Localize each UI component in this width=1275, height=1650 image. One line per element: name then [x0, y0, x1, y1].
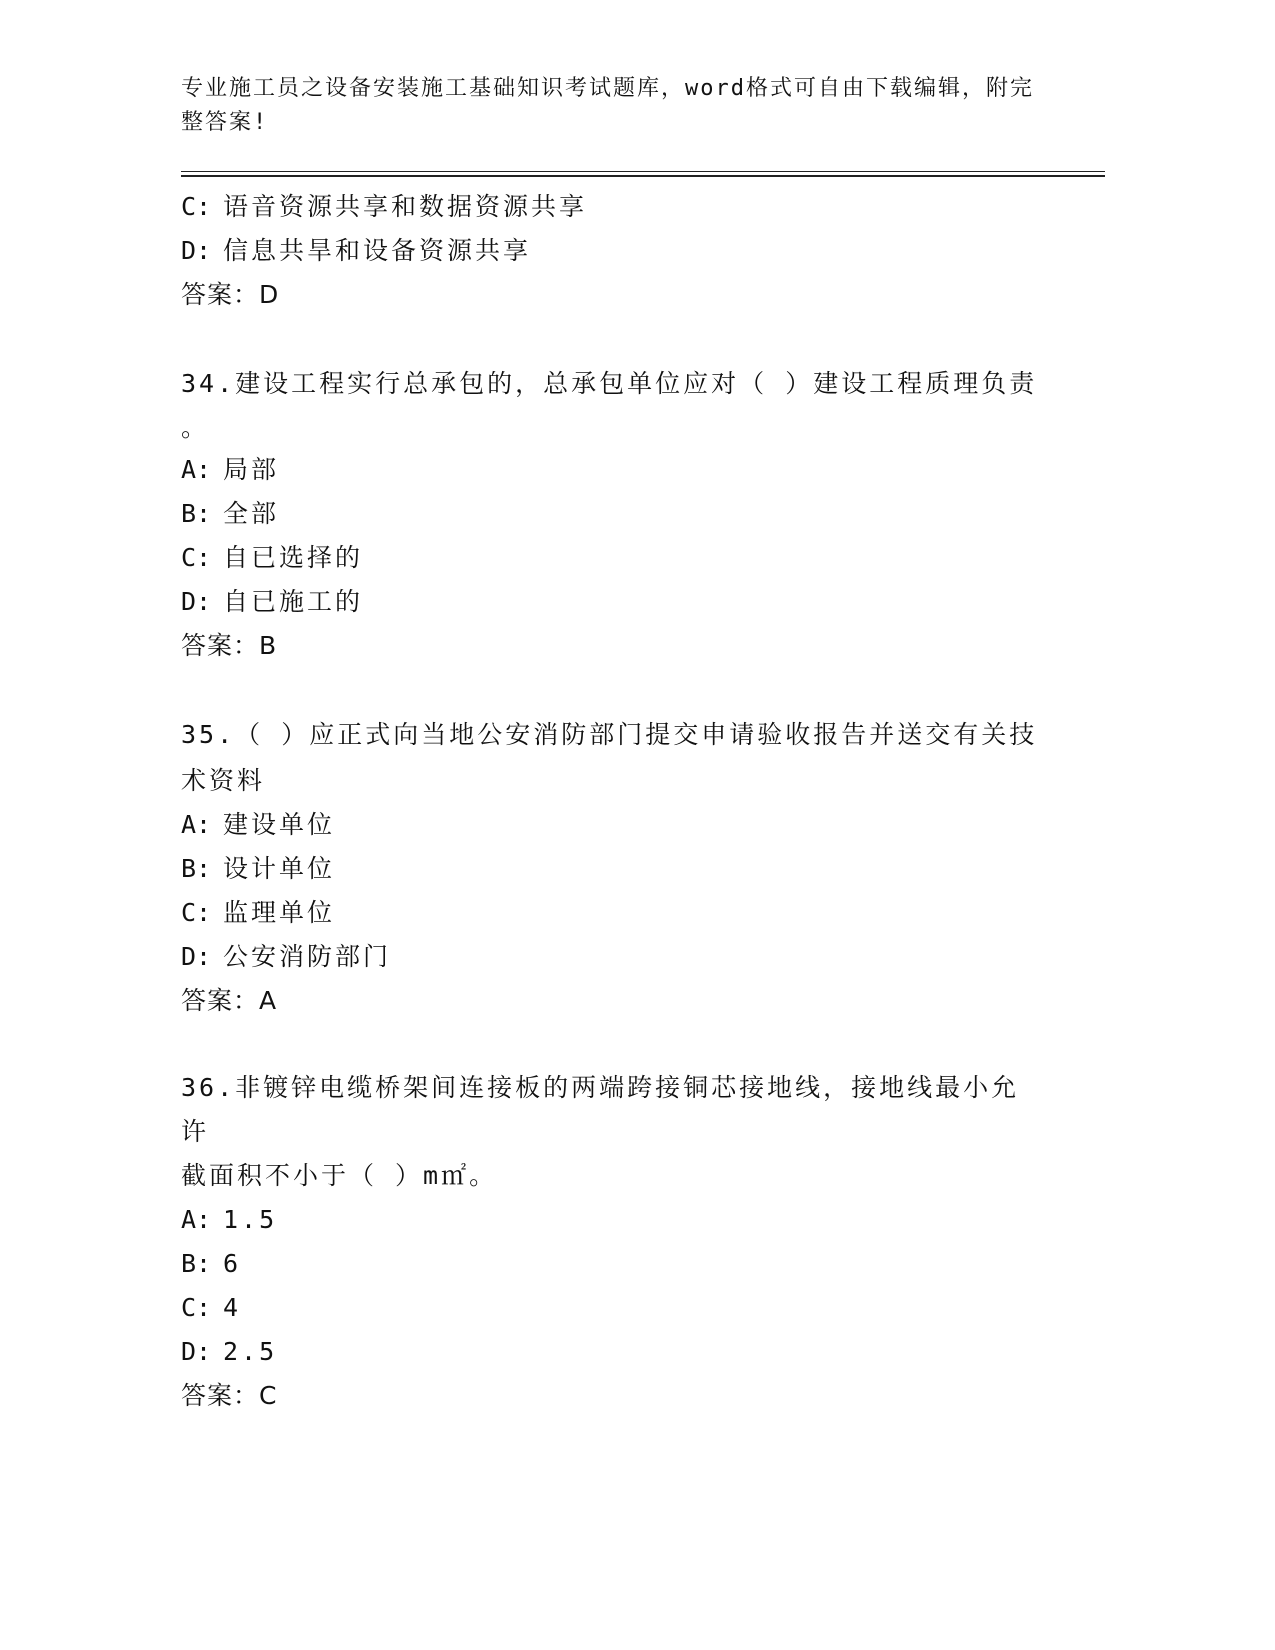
- option-d: [181, 229, 1081, 273]
- option-text: 4: [223, 1293, 242, 1322]
- option-b: [181, 492, 1081, 536]
- option-key: C:: [181, 543, 212, 572]
- option-text: 局部: [223, 455, 280, 484]
- option-key: A:: [181, 455, 212, 484]
- option-text: 监理单位: [223, 898, 336, 927]
- question-34: [181, 360, 1081, 668]
- option-c: [181, 536, 1081, 580]
- option-text: 公安消防部门: [223, 942, 392, 971]
- option-key: C:: [181, 192, 212, 221]
- option-d: [181, 935, 1081, 979]
- option-text: 自已施工的: [223, 587, 364, 616]
- option-key: A:: [181, 810, 212, 839]
- header-divider-thick: [181, 175, 1105, 177]
- header-title-line1: 专业施工员之设备安装施工基础知识考试题库，word格式可自由下载编辑，附完: [181, 76, 1034, 101]
- option-c: [181, 1286, 1081, 1330]
- question-35: [181, 711, 1081, 1023]
- question-text: 34.建设工程实行总承包的，总承包单位应对（ ）建设工程质理负责: [181, 369, 1038, 398]
- option-key: B:: [181, 499, 212, 528]
- question-text-continued: 。: [181, 413, 210, 442]
- option-key: D:: [181, 587, 212, 616]
- option-text: 建设单位: [223, 810, 336, 839]
- question-text: 35.（ ）应正式向当地公安消防部门提交申请验收报告并送交有关技: [181, 720, 1038, 749]
- header-title-line2: 整答案!: [181, 110, 269, 135]
- question-text: 36.非镀锌电缆桥架间连接板的两端跨接铜芯接地线，接地线最小允许: [181, 1073, 1020, 1146]
- option-d: [181, 1330, 1081, 1374]
- option-key: A:: [181, 1205, 212, 1234]
- option-a: [181, 448, 1081, 492]
- option-key: C:: [181, 898, 212, 927]
- answer-line: 答案：C: [181, 1381, 278, 1410]
- answer-line: 答案：D: [181, 280, 280, 309]
- question-36: [181, 1066, 1081, 1418]
- option-text: 全部: [223, 499, 280, 528]
- option-text: 语音资源共享和数据资源共享: [223, 192, 588, 221]
- option-text: 6: [223, 1249, 242, 1278]
- question-33-tail: [181, 185, 1081, 317]
- option-key: D:: [181, 1337, 212, 1366]
- option-text: 自已选择的: [223, 543, 364, 572]
- option-b: [181, 847, 1081, 891]
- option-key: B:: [181, 854, 212, 883]
- option-c: [181, 891, 1081, 935]
- option-key: D:: [181, 942, 212, 971]
- option-text: 信息共旱和设备资源共享: [223, 236, 532, 265]
- question-list: [181, 185, 1081, 1418]
- option-text: 设计单位: [223, 854, 336, 883]
- question-text-continued: 术资料: [181, 766, 266, 795]
- question-text-continued: 截面积不小于（ ）m㎡。: [181, 1161, 498, 1190]
- option-c: [181, 185, 1081, 229]
- option-text: 1.5: [223, 1205, 278, 1234]
- option-d: [181, 580, 1081, 624]
- answer-line: 答案：B: [181, 631, 278, 660]
- header-divider-thin: [181, 171, 1105, 172]
- option-b: [181, 1242, 1081, 1286]
- option-key: B:: [181, 1249, 212, 1278]
- option-key: C:: [181, 1293, 212, 1322]
- answer-line: 答案：A: [181, 986, 278, 1015]
- option-text: 2.5: [223, 1337, 278, 1366]
- option-key: D:: [181, 236, 212, 265]
- option-a: [181, 803, 1081, 847]
- option-a: [181, 1198, 1081, 1242]
- document-header: [181, 72, 1061, 140]
